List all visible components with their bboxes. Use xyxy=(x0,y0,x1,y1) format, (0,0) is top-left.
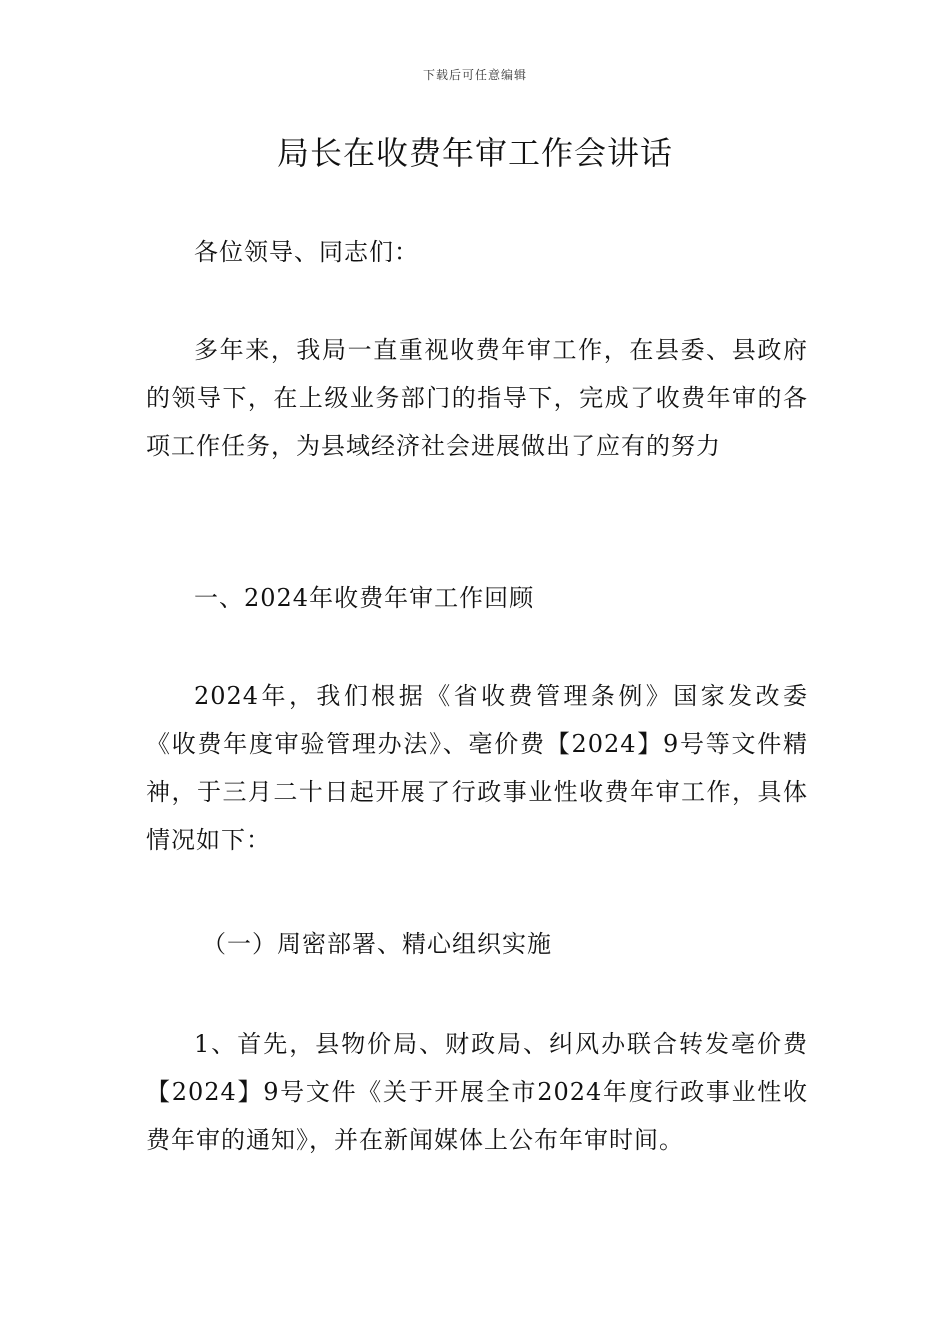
paragraph-item-1: 1、首先，县物价局、财政局、纠风办联合转发亳价费【2024】9号文件《关于开展全市2024年度行政事业性收费年审的通知》，并在新闻媒体上公布年审时间。 xyxy=(146,1030,808,1154)
header-note: 下载后可任意编辑 xyxy=(422,68,527,82)
subsection-heading-deployment: （一）周密部署、精心组织实施 xyxy=(202,930,552,958)
paragraph-intro: 多年来，我局一直重视收费年审工作，在县委、县政府的领导下，在上级业务部门的指导下，完成了收费年审的各项工作任务，为县域经济社会进展做出了应有的努力 xyxy=(146,336,808,460)
paragraph-review-body: 2024年，我们根据《省收费管理条例》国家发改委《收费年度审验管理办法》、亳价费【2024】9号等文件精神，于三月二十日起开展了行政事业性收费年审工作，具体情况如下： xyxy=(146,682,808,854)
document-title: 局长在收费年审工作会讲话 xyxy=(276,134,673,172)
salutation: 各位领导、同志们： xyxy=(194,238,419,266)
section-heading-review: 一、2024年收费年审工作回顾 xyxy=(194,584,535,612)
